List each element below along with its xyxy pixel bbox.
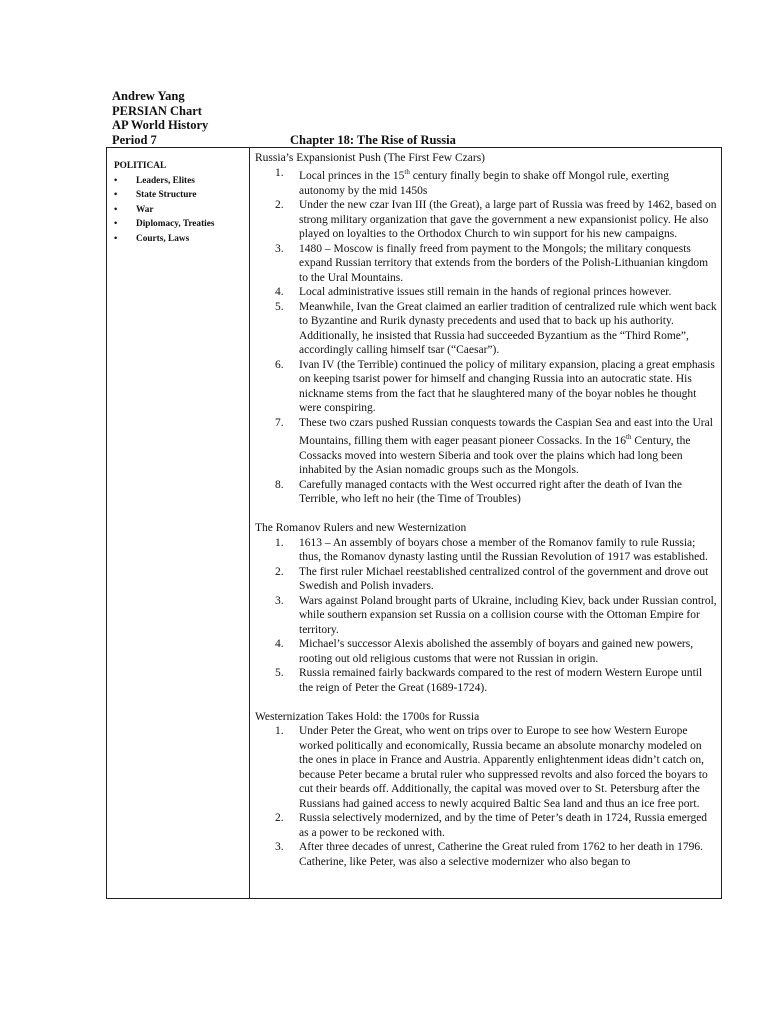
list-item-text: Meanwhile, Ivan the Great claimed an earlier tradition of centralized rule which went back to Byzantine and Rurik dynasty precedents and used that to back up his authority. Additionally, he insisted that Russia had succeeded Byzantium as the “Third Rome”, accordingly calling himself tsar (“Caesar”). [299,300,717,357]
list-item [255,666,717,695]
list-item [255,637,717,666]
list-item-number: 2. [275,565,284,578]
document-header [112,89,208,147]
list-item-text: Wars against Poland brought parts of Ukraine, including Kiev, back under Russian control, while southern expansion set Russia on a collision course with the Ottoman Empire for territory. [299,594,717,636]
notes-section [255,151,717,507]
list-item-number: 2. [275,199,284,212]
list-item-number: 5. [275,300,284,313]
list-item-number: 6. [275,358,284,371]
list-item-number: 1. [275,536,284,549]
category-bullet: • Courts, Laws [114,232,244,247]
list-item-text: Local administrative issues still remain in the hands of regional princes however. [299,286,672,299]
list-item-number: 4. [275,286,284,299]
section-title: The Romanov Rulers and new Westernization [255,522,467,535]
section-title: Russia’s Expansionist Push (The First Few Czars) [255,152,485,164]
list-item-number: 5. [275,667,284,680]
author-name: Andrew Yang [112,89,185,103]
notes-column [255,151,717,884]
list-item-number: 3. [275,841,284,854]
list-item-text: Carefully managed contacts with the West occurred right after the death of Ivan the Terrible, who left no heir (the Time of Troubles) [299,478,683,506]
list-item-number: 3. [275,242,284,255]
list-item [255,300,717,358]
list-item-text: The first ruler Michael reestablished centralized control of the government and drove out Swedish and Polish invaders. [299,565,709,593]
category-bullet: • Diplomacy, Treaties [114,217,244,232]
list-item-text: 1480 – Moscow is finally freed from payment to the Mongols; the military conquests expand Russian territory that extends from the borders of the Polish-Lithuanian kingdom to the Ural Mountains. [299,242,709,284]
category-bullet: • State Structure [114,188,244,203]
course-name: AP World History [112,118,209,132]
section-list [255,724,717,869]
list-item [255,198,717,242]
list-item-number: 4. [275,638,284,651]
list-item-text: Local princes in the 15th century finally begin to shake off Mongol rule, exerting autonomy by the mid 1450s [299,168,669,197]
list-item [255,416,717,478]
list-item-text: 1613 – An assembly of boyars chose a member of the Romanov family to rule Russia; thus, the Romanov dynasty lasting until the Russian Revolution of 1917 was established. [299,536,708,564]
section-title: Westernization Takes Hold: the 1700s for Russia [255,710,480,723]
list-item-number: 7. [275,416,284,429]
list-item-number: 8. [275,478,284,491]
list-item [255,285,717,300]
list-item-text: Under Peter the Great, who went on trips over to Europe to see how Western Europe worked politically and economically, Russia became an absolute monarchy modeled on the ones in place in France and Austria. Apparently enlightenment ideas didn’t catch on, because Peter became a brutal ruler who suppressed revolts and also forced the boyars to cut their beards off. Additionally, the capital was moved over to St. Petersburg after the Russians had gained access to newly acquired Baltic Sea land and thus an ice free port. [299,725,708,810]
category-heading: POLITICAL [114,161,167,171]
notes-section [255,521,717,695]
list-item [255,478,717,507]
list-item [255,724,717,811]
chapter-title: Chapter 18: The Rise of Russia [290,133,456,147]
list-item-text: Ivan IV (the Terrible) continued the policy of military expansion, placing a great emphasis on keeping tsarist power for himself and changing Russia into an autocratic state. His nickname stems from the fact that he slaughtered many of the boyar nobles he thought were conspiring. [299,358,715,415]
list-item-text: Russia remained fairly backwards compared to the rest of modern Western Europe until the reign of Peter the Great (1689-1724). [299,667,703,694]
list-item-text: Russia selectively modernized, and by the time of Peter’s death in 1724, Russia emerged as a power to be reckoned with. [299,812,708,839]
category-column [114,159,244,246]
section-list [255,166,717,507]
category-bullet: • War [114,203,244,218]
notes-section [255,710,717,870]
chart-type: PERSIAN Chart [112,103,202,118]
list-item-text: Under the new czar Ivan III (the Great), a large part of Russia was freed by 1462, based on strong military organization that gave the government a new expansionist policy. He also played on loyalties to the Orthodox Church to win support for his new campaigns. [299,199,717,241]
list-item-number: 2. [275,812,284,825]
list-item [255,358,717,416]
list-item [255,166,717,199]
list-item-text: These two czars pushed Russian conquests towards the Caspian Sea and east into the Ural Mountains, filling them with eager peasant pioneer Cossacks. In the 16th Century, the Cossacks moved into western Siberia and took over the plains which had long been inhabited by the Asian nomadic groups such as the Mongols. [299,416,713,477]
list-item [255,840,717,869]
column-divider [249,148,250,898]
list-item-text: After three decades of unrest, Catherine the Great ruled from 1762 to her death in 1796. Catherine, like Peter, was also a selective modernizer who also began to [299,841,703,868]
list-item [255,594,717,638]
list-item-number: 1. [275,166,284,179]
category-bullet: • Leaders, Elites [114,174,244,189]
list-item [255,536,717,565]
list-item [255,565,717,594]
class-period: Period 7 [112,132,157,147]
list-item-number: 1. [275,725,284,738]
section-list [255,536,717,696]
persian-chart-table [106,147,722,899]
list-item-number: 3. [275,594,284,607]
category-bullets [114,174,244,247]
list-item [255,811,717,840]
list-item [255,242,717,286]
list-item-text: Michael’s successor Alexis abolished the assembly of boyars and gained new powers, rooting out old religious customs that were not Russian in origin. [299,638,694,665]
